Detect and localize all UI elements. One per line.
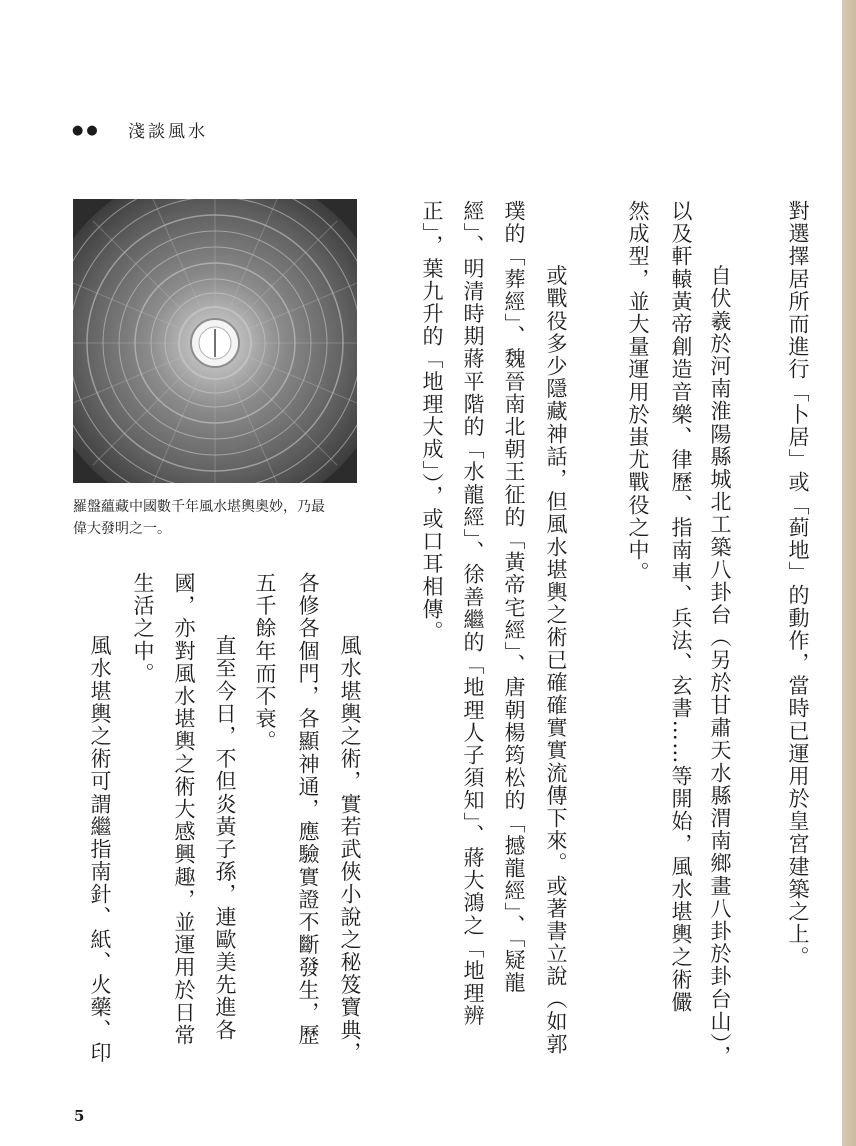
text-column: 各修各個門，各顯神通，應驗實證不斷發生，歷 (296, 572, 320, 1047)
page-number: 5 (74, 1107, 85, 1125)
header-title: 淺談風水 (128, 122, 208, 142)
text-column: 對選擇居所而進行「卜居」或「蓟地」的動作，當時已運用於皇宮建築之上。 (786, 200, 810, 969)
text-column: 以及軒轅黃帝創造音樂、律歷、指南車、兵法、玄書……等開始，風水堪輿之術儼 (669, 200, 693, 1014)
text-column: 正」，葉九升的「地理大成」），或口耳相傳。 (420, 200, 444, 644)
header-dots: ●● (72, 123, 101, 138)
text-column: 生活之中。 (131, 572, 155, 685)
compass-photo (73, 199, 357, 483)
text-column: 自伏羲於河南淮陽縣城北工築八卦台（另於甘肅天水縣渭南鄉畫八卦於卦台山）， (708, 242, 732, 1068)
text-column: 五千餘年而不衰。 (253, 572, 277, 753)
luopan-compass-image (73, 199, 357, 483)
text-column: 或戰役多少隱藏神話，但風水堪輿之術已確確實實流傳下來。或著書立說（如郭 (544, 242, 568, 1056)
text-column: 風水堪輿之術，實若武俠小說之秘笈寶典， (338, 612, 362, 1064)
text-column: 經」、明清時期蔣平階的「水龍經」、徐善繼的「地理人子須知」、蔣大鴻之「地理辨 (461, 200, 485, 1028)
text-column: 國，亦對風水堪輿之術大感興趣，並運用於日常 (172, 572, 196, 1047)
figure-caption (73, 496, 365, 540)
text-column: 風水堪輿之術可謂繼指南針、紙、火藥、印 (88, 612, 112, 1064)
page-edge-strip (842, 0, 856, 1146)
caption-line: 偉大發明之一。 (73, 521, 171, 537)
text-column: 直至今日，不但炎黃子孫，連歐美先進各 (213, 612, 237, 1042)
text-column: 璞的「葬經」、魏晉南北朝王征的「黃帝宅經」、唐朝楊筠松的「撼龍經」、「疑龍 (502, 200, 526, 995)
caption-line: 羅盤蘊藏中國數千年風水堪輿奧妙，乃最 (73, 499, 325, 515)
text-column: 然成型，並大量運用於蚩尤戰役之中。 (626, 200, 650, 585)
